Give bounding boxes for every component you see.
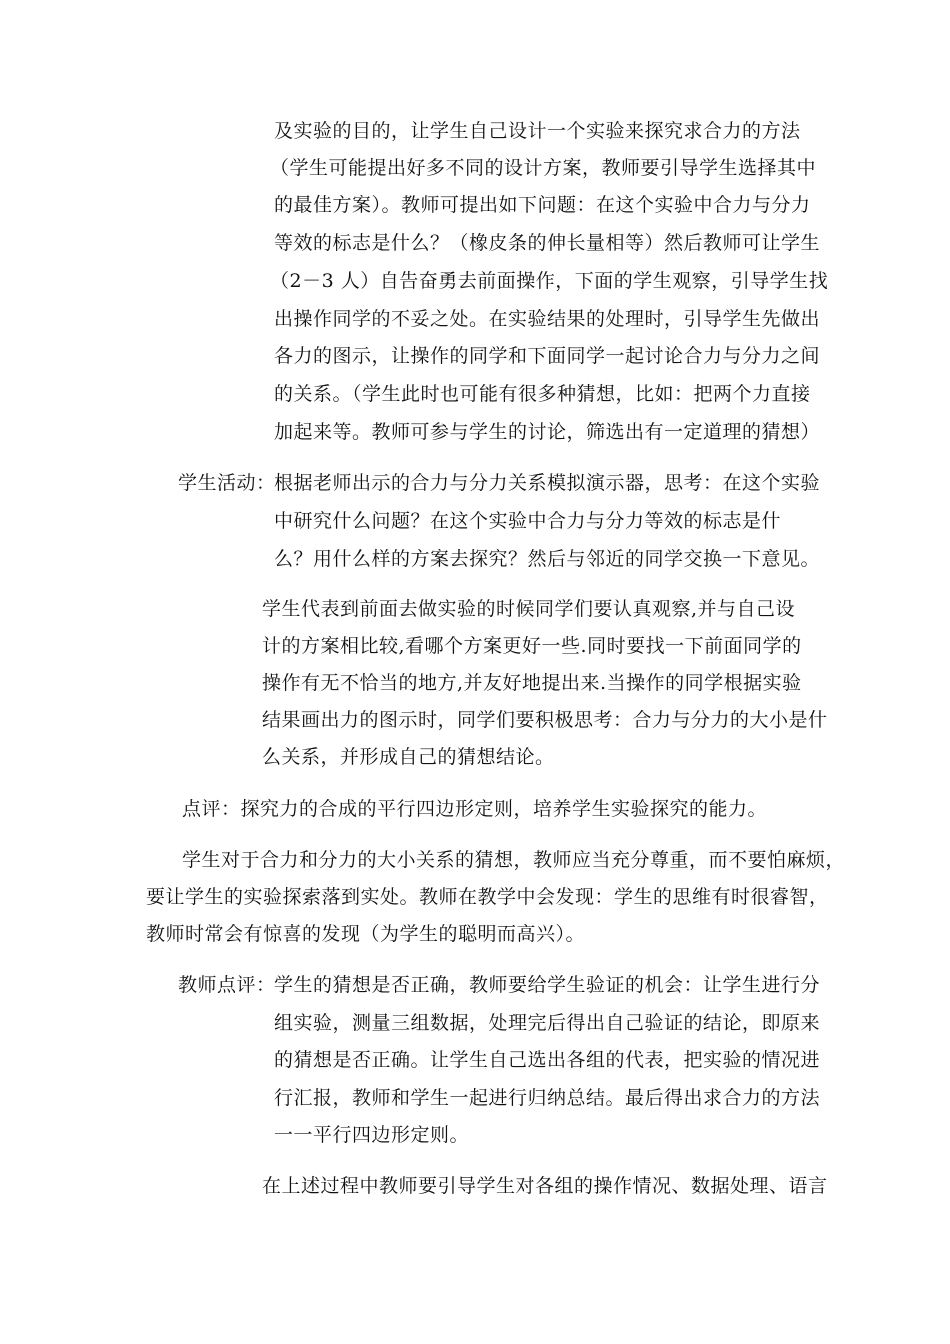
text-line: 的猜想是否正确。让学生自己选出各组的代表，把实验的情况进: [274, 1049, 821, 1071]
text-line: 中研究什么问题？在这个实验中合力与分力等效的标志是什: [274, 510, 782, 532]
text-line: 结果画出力的图示时，同学们要积极思考：合力与分力的大小是什: [262, 709, 828, 731]
text-line: 要让学生的实验探索落到实处。教师在教学中会发现：学生的思维有时很睿智，: [146, 886, 829, 908]
text-line: 一一平行四边形定则。: [274, 1124, 470, 1146]
text-line: 行汇报，教师和学生一起进行归纳总结。最后得出求合力的方法: [274, 1087, 821, 1109]
comment-line: 点评：探究力的合成的平行四边形定则，培养学生实验探究的能力。: [182, 798, 768, 820]
text-line: 么关系，并形成自己的猜想结论。: [262, 746, 555, 768]
text-line: 各力的图示，让操作的同学和下面同学一起讨论合力与分力之间: [274, 345, 821, 367]
text-line: 学生代表到前面去做实验的时候同学们要认真观察,并与自己设: [262, 598, 796, 620]
text-line: 及实验的目的，让学生自己设计一个实验来探究求合力的方法: [274, 120, 801, 142]
text-line: 操作有无不恰当的地方,并友好地提出来.当操作的同学根据实验: [262, 672, 802, 694]
teacher-comment-label: 教师点评：: [178, 974, 276, 996]
text-line: 教师时常会有惊喜的发现（为学生的聪明而高兴）。: [146, 923, 586, 945]
text-line: 组实验，测量三组数据，处理完后得出自己验证的结论，即原来: [274, 1012, 821, 1034]
text-line: 加起来等。教师可参与学生的讨论，筛选出有一定道理的猜想）: [274, 421, 821, 443]
text-line: 出操作同学的不妥之处。在实验结果的处理时，引导学生先做出: [274, 308, 821, 330]
text-line: 么？用什么样的方案去探究？然后与邻近的同学交换一下意见。: [274, 548, 821, 570]
text-line: 学生对于合力和分力的大小关系的猜想，教师应当充分尊重，而不要怕麻烦，: [182, 849, 846, 871]
text-line: 的最佳方案）。教师可提出如下问题：在这个实验中合力与分力: [274, 194, 811, 216]
student-activity-label: 学生活动：: [178, 472, 276, 494]
text-line: 等效的标志是什么？（橡皮条的伸长量相等）然后教师可让学生: [274, 232, 821, 254]
text-line: （学生可能提出好多不同的设计方案，教师要引导学生选择其中: [270, 157, 817, 179]
text-line: 在上述过程中教师要引导学生对各组的操作情况、数据处理、语言: [262, 1175, 828, 1197]
text-line: （2－3 人）自告奋勇去前面操作，下面的学生观察，引导学生找: [270, 270, 829, 292]
text-line: 学生的猜想是否正确，教师要给学生验证的机会：让学生进行分: [274, 974, 821, 996]
text-line: 计的方案相比较,看哪个方案更好一些.同时要找一下前面同学的: [262, 635, 802, 657]
text-line: 根据老师出示的合力与分力关系模拟演示器，思考：在这个实验: [274, 472, 821, 494]
text-line: 的关系。（学生此时也可能有很多种猜想，比如：把两个力直接: [274, 383, 811, 405]
